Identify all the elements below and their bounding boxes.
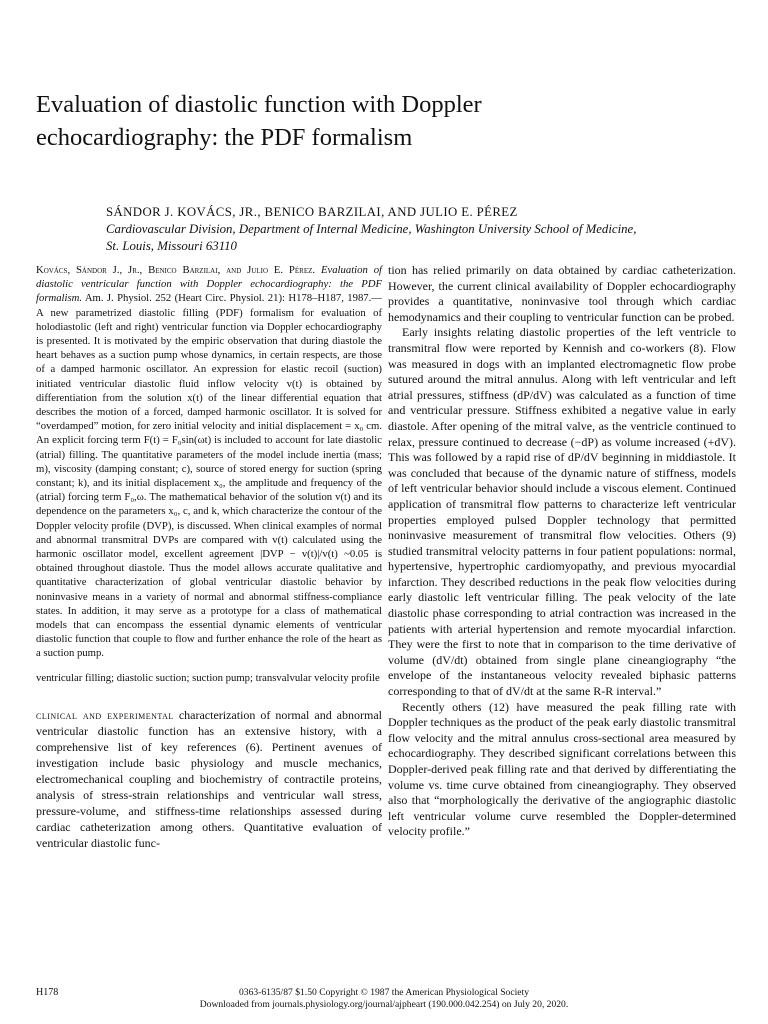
abstract-citation: Am. J. Physiol. 252 (Heart Circ. Physiol. 21): H178–H187, 1987.— bbox=[84, 292, 382, 305]
abstract-title-ref: Evaluation of diastolic ventricular function with Doppler echocardiography: the PDF formalism. bbox=[36, 264, 383, 305]
keywords: ventricular filling; diastolic suction; suction pump; transvalvular velocity profile bbox=[36, 671, 380, 684]
title-line-2: echocardiography: the PDF formalism bbox=[36, 124, 413, 151]
title-line-1: Evaluation of diastolic function with Doppler bbox=[36, 91, 482, 118]
download-notice: Downloaded from journals.physiology.org/journal/ajpheart (190.000.042.254) on July 20, 2020. bbox=[199, 999, 569, 1010]
right-paragraph-3: Recently others (12) have measured the peak filling rate with Doppler techniques as the product of the peak early diastolic transmitral flow velocity and the mitral annulus cross-sectional area measured by echocardiography. They described significant correlations between this Doppler-derived peak filling rate and that derived by differentiating the volume vs. time curve obtained from cineangiography. They observed also that “morphologically the derivative of the angiographic diastolic left ventricular volume curve resembled the Doppler-determined velocity profile.” bbox=[388, 699, 736, 839]
page-number: H178 bbox=[36, 987, 59, 998]
affiliation bbox=[106, 221, 746, 255]
abstract-authors: Kovács, Sándor J., Jr., Benico Barzilai, and Julio E. Pérez. bbox=[36, 264, 316, 276]
article-title bbox=[36, 88, 736, 154]
intro-paragraph bbox=[36, 707, 382, 851]
abstract-text: A new parametrized diastolic filling (PDF) formalism for evaluation of holodiastolic (left and right) ventricular function via Doppler echocardiography is presented. It is motivated by the empiric observation that during diastole the heart behaves as a suction pump whose dynamics, in certain respects, are those of a damped harmonic oscillator. An expression for elastic recoil (suction) initiated ventricular diastolic fluid inflow velocity v(t) is obtained by differentiation from the solution x(t) of the linear differential equation that describes the motion of a forced, damped harmonic oscillator. It is solved for “overdamped” motion, for zero initial velocity and initial displacement = x₀ cm. An explicit forcing term F(t) = F₀sin(ωt) is included to account for late diastolic (atrial) filling. The quantitative parameters of the model include inertia (mass; m), viscosity (damping constant; c), source of stored energy for suction (spring constant; k), and its initial displacement x₀, the amplitude and frequency of the (atrial) forcing term F₀,ω. The mathematical behavior of the solution v(t) and its dependence on the parameters x₀, c, and k, which characterize the contour of the Doppler velocity profile (DVP), is discussed. When clinical examples of normal and abnormal transmitral DVPs are compared with v(t) calculated using the harmonic oscillator model, excellent agreement |DVP − v(t)|/v(t) ~0.05 is obtained throughout diastole. Thus the model allows accurate qualitative and quantitative characterization of global ventricular diastolic behavior by noninvasive means in a variety of normal and abnormal stiffness-compliance states. In addition, it may serve as a prototype for a class of mathematical models that can encompass the essential dynamic elements of ventricular diastolic function that couple to flow and further enhance the role of the heart as a suction pump. bbox=[36, 306, 382, 660]
right-paragraph-2: Early insights relating diastolic properties of the left ventricle to transmitral flow were reported by Kennish and co-workers (8). Flow was measured in dogs with an implanted electromagnetic flow probe sutured around the mitral annulus. Along with left ventricular and left atrial pressures, stiffness (dP/dV) was calculated as a function of time and ventricular pressure. Stiffness exhibited a negative value in early diastole. After opening of the mitral valve, as the ventricle continued to relax, pressure continued to decrease (−dP) as volume increased (+dV). This was followed by a rapid rise of dP/dV beginning in middiastole. It was concluded that because of the dynamic nature of stiffness, models of left ventricular behavior should include a viscous element. Continued application of transmitral flow patterns to characterize left ventricular properties employed pulsed Doppler technology that permitted noninvasive measurement of transmitral flow velocities. Others (9) studied transmitral velocity patterns in four patient populations: normal, hypertensive, hypertrophic cardiomyopathy, and previous myocardial infarction. They described reductions in the peak flow velocities during early diastolic left ventricular filling. The peak velocity of the late diastolic phase corresponding to atrial contraction was increased in the patients with arterial hypertension and remote myocardial infarction. They were the first to note that in comparison to the time derivative of volume (dV/dt) obtained from single plane cineangiography “the envelope of the instantaneous velocity revealed biphasic patterns corresponding to that of dV/dt at the same R-R interval.” bbox=[388, 325, 736, 699]
abstract bbox=[36, 263, 382, 661]
author-list: SÁNDOR J. KOVÁCS, JR., BENICO BARZILAI, AND JULIO E. PÉREZ bbox=[106, 205, 518, 219]
copyright-line: 0363-6135/87 $1.50 Copyright © 1987 the American Physiological Society bbox=[238, 987, 529, 998]
right-paragraph-1: tion has relied primarily on data obtained by cardiac catheterization. However, the current clinical availability of Doppler echocardiography provides a quantitative, noninvasive tool through which cardiac hemodynamics and their coupling to ventricular function can be probed. bbox=[388, 263, 736, 324]
intro-text: characterization of normal and abnormal ventricular diastolic function has an extensive history, with a comprehensive list of key references (6). Pertinent avenues of investigation include basic physiology and muscle mechanics, electromechanical coupling and biochemistry of contractile proteins, analysis of stress-strain relationships and ventricular wall stress, pressure-volume, and stiffness-time relationships assessed during cardiac catheterization among others. Quantitative evaluation of ventricular diastolic func- bbox=[36, 707, 382, 850]
affiliation-line-2: St. Louis, Missouri 63110 bbox=[106, 239, 237, 253]
right-column bbox=[388, 263, 736, 840]
affiliation-line-1: Cardiovascular Division, Department of Internal Medicine, Washington University School of Medicine, bbox=[106, 222, 637, 236]
intro-lead: clinical and experimental bbox=[36, 707, 174, 722]
left-column bbox=[36, 263, 382, 851]
